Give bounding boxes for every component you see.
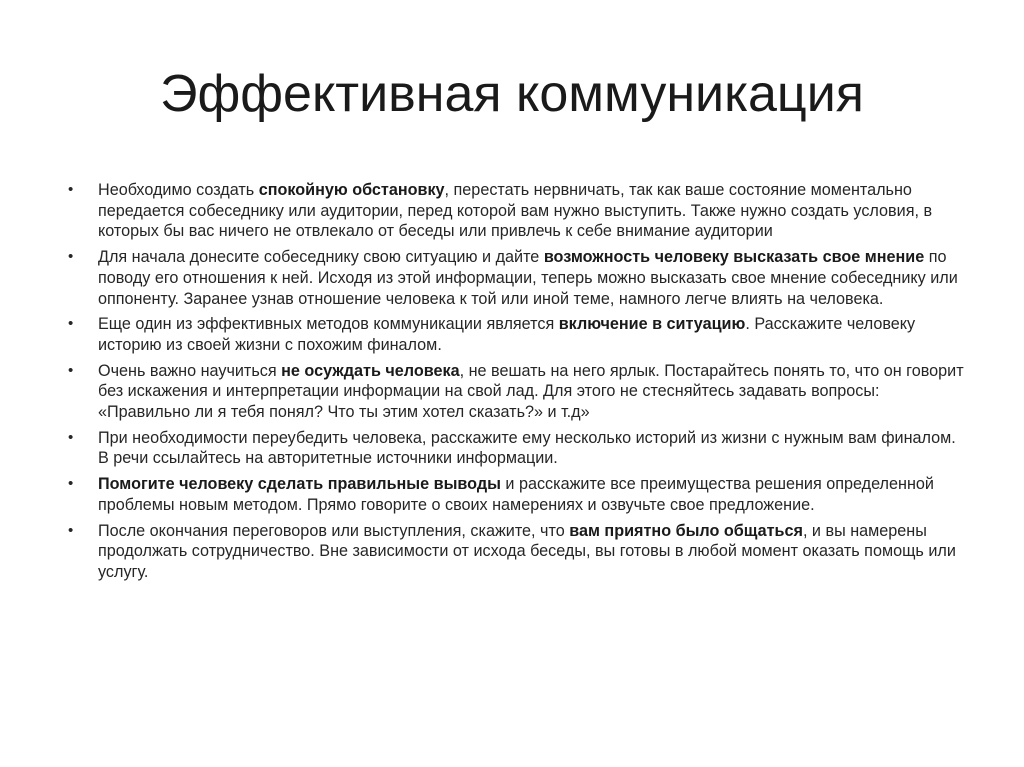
bullet-dot-icon: • [68, 248, 74, 266]
bullet-dot-icon: • [68, 475, 74, 493]
bullet-dot-icon: • [68, 361, 74, 379]
bullet-text-part: по поводу его отношения к ней. Исходя из этой информации, теперь можно высказать свое мнение собеседнику или оппоненту. Заранее узнав отношение человека к той или иной теме, намного легче влиять на человека. [98, 248, 958, 308]
bullet-item-5 [68, 428, 968, 469]
bullet-text-part: После окончания переговоров или выступления, скажите, что [98, 521, 570, 540]
bullet-text-emphasis: возможность человеку высказать свое мнение [543, 248, 925, 267]
bullet-text-part: Необходимо создать [98, 181, 259, 199]
bullet-text-emphasis: спокойную обстановку [258, 181, 445, 199]
bullet-text [98, 429, 956, 468]
bullet-item-3 [68, 314, 968, 355]
bullet-dot-icon: • [68, 521, 74, 539]
bullet-text-emphasis: вам приятно было общаться [569, 521, 803, 540]
bullet-list [68, 180, 968, 588]
bullet-text-part: Очень важно научиться [98, 361, 282, 380]
bullet-item-4 [68, 361, 968, 423]
bullet-text [98, 315, 915, 354]
bullet-text-part: , и вы намерены продолжать сотрудничество. Вне зависимости от исхода беседы, вы готовы в любой момент оказать помощь или услугу. [98, 521, 956, 581]
bullet-text-part: Еще один из эффективных методов коммуникации является [98, 315, 559, 334]
bullet-text-emphasis: Помогите человеку сделать правильные выводы [98, 475, 501, 494]
bullet-text-part: и расскажите все преимущества решения определенной проблемы новым методом. Прямо говорите о своих намерениях и озвучьте свое предложение. [98, 475, 934, 514]
bullet-text [98, 362, 964, 421]
bullet-item-6 [68, 474, 968, 515]
bullet-text-emphasis: не осуждать человека [281, 361, 460, 380]
bullet-text [98, 248, 958, 307]
bullet-text [98, 522, 956, 581]
bullet-text-part: При необходимости переубедить человека, расскажите ему несколько историй из жизни с нужным вам финалом. В речи ссылайтесь на авторитетные источники информации. [98, 428, 956, 468]
bullet-dot-icon: • [68, 428, 74, 446]
bullet-item-2 [68, 247, 968, 309]
bullet-dot-icon: • [68, 315, 74, 333]
bullet-text-part: Для начала донесите собеседнику свою ситуацию и дайте [98, 248, 544, 267]
bullet-text-part: , перестать нервничать, так как ваше состояние моментально передается собеседнику или аудитории, перед которой вам нужно выступить. Также нужно создать условия, в которых бы вас ничего не отвлекало от беседы или привлечь к себе внимание аудитории [98, 181, 933, 241]
bullet-text [98, 181, 932, 240]
bullet-text [98, 475, 934, 514]
bullet-dot-icon: • [68, 181, 74, 198]
bullet-text-part: . Расскажите человеку историю из своей жизни с похожим финалом. [98, 315, 916, 354]
bullet-item-1 [68, 180, 968, 242]
bullet-item-7 [68, 521, 968, 583]
bullet-text-part: , не вешать на него ярлык. Постарайтесь понять то, что он говорит без искажения и интерпретации информации на свой лад. Для этого не стесняйтесь задавать вопросы: «Правильно ли я тебя понял? Что ты этим хотел сказать?» и т.д» [98, 361, 964, 422]
bullet-text-emphasis: включение в ситуацию [558, 315, 746, 334]
slide-title: Эффективная коммуникация [160, 65, 864, 123]
